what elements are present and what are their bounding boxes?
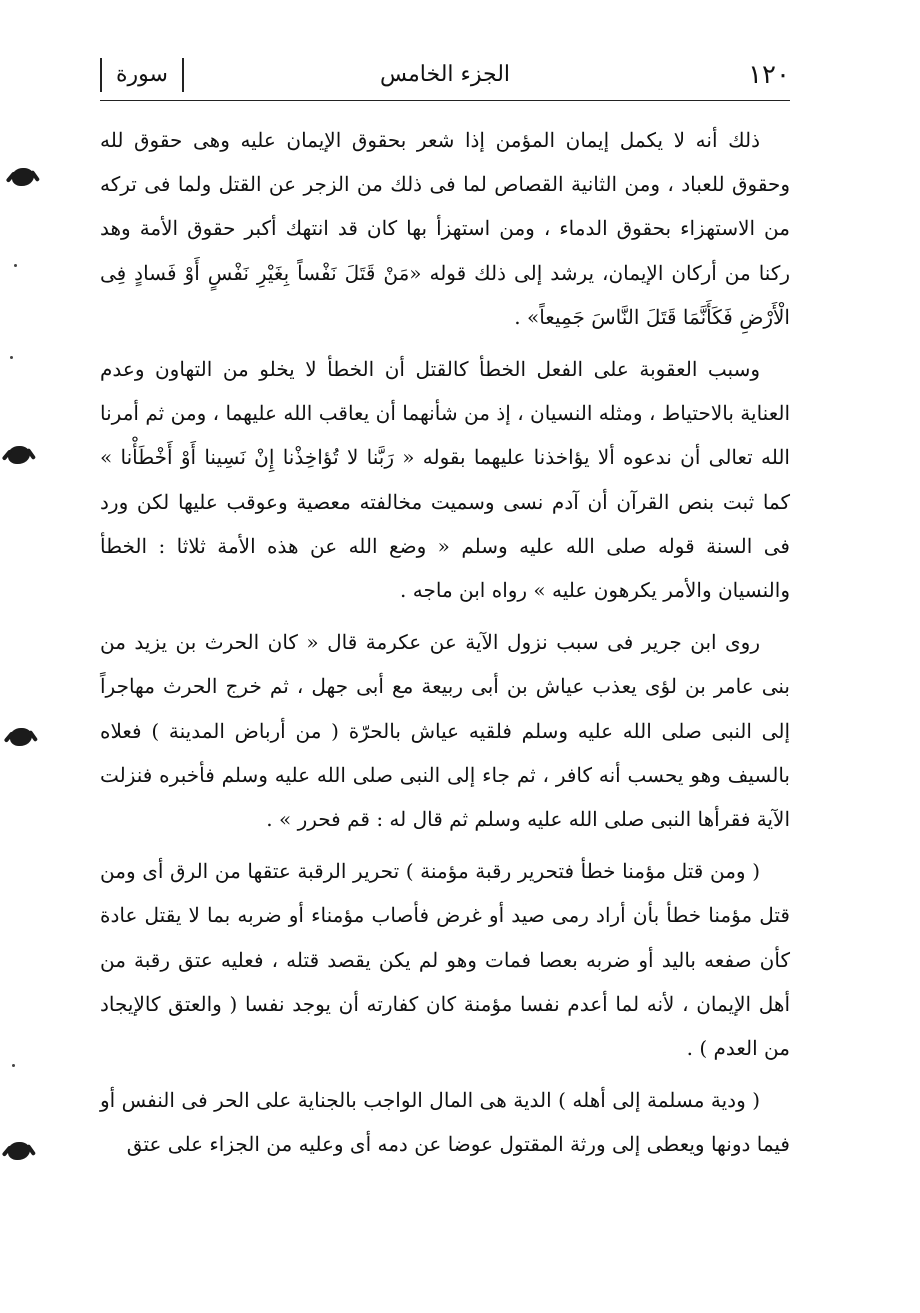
paragraph-3: روى ابن جرير فى سبب نزول الآية عن عكرمة قال « كان الحرث بن يزيد من بنى عامر بن لؤى يعذب عياش بن أبى ربيعة مع أبى جهل ، ثم خرج الحرث مهاجراً إلى النبى صلى الله عليه وسلم فلقيه عياش بالحرّة ( من أرباض المدينة ) فعلاه بالسيف وهو يحسب أنه كافر ، ثم جاء إلى النبى صلى الله عليه وسلم فأخبره فنزلت الآية فقرأها النبى صلى الله عليه وسلم ثم قال له : قم فحرر » . xyxy=(100,630,790,832)
paragraph-2: وسبب العقوبة على الفعل الخطأ كالقتل أن الخطأ لا يخلو من التهاون وعدم العناية بالاحتياط ، ومثله النسيان ، إذ من شأنهما أن يعاقب الله عليهما ، ومن ثم أمرنا الله تعالى أن ندعوه ألا يؤاخذنا عليهما بقوله « رَبَّنا لا تُؤاخِذْنا إِنْ نَسِينا أَوْ أَخْطَأْنا » كما ثبت بنص القرآن أن آدم نسى وسميت مخالفته معصية وعوقب عليها لكن ورد فى السنة قوله صلى الله عليه وسلم « وضع الله عن هذه الأمة ثلاثا : الخطأ والنسيان والأمر يكرهون عليه » رواه ابن ماجه . xyxy=(100,357,790,603)
paragraph-4: ( ومن قتل مؤمنا خطأ فتحرير رقبة مؤمنة ) تحرير الرقبة عتقها من الرق أى ومن قتل مؤمنا خطأ بأن أراد رمى صيد أو غرض فأصاب مؤمناء أو ضربه بما لا يقتل عادة كأن صفعه باليد أو ضربه بعصا فمات وهو لم يكن يقصد قتله ، فعليه عتق رقبة من أهل الإيمان ، لأنه لما أعدم نفسا مؤمنة كان كفارته أن يوجد نفسا ( والعتق كالإيجاد من العدم ) . xyxy=(100,859,790,1061)
paragraph-5: ( ودية مسلمة إلى أهله ) الدية هى المال الواجب بالجناية على الحر فى النفس أو فيما دونها ويعطى إلى ورثة المقتول عوضا عن دمه أى وعليه من الجزاء على عتق xyxy=(100,1088,790,1157)
paragraph-1: ذلك أنه لا يكمل إيمان المؤمن إذا شعر بحقوق الإيمان عليه وهى حقوق لله وحقوق للعباد ، ومن الثانية القصاص لما فى ذلك من الزجر عن القتل ولما فى تركه من الاستهزاء بحقوق الدماء ، ومن استهزأ بها كان قد انتهك أكبر حقوق الأمة وهد ركنا من أركان الإيمان، يرشد إلى ذلك قوله «مَنْ قَتَلَ نَفْساً بِغَيْرِ نَفْسٍ أَوْ فَسادٍ فِى الْأَرْضِ فَكَأَنَّمَا قَتَلَ النَّاسَ جَمِيعاً» . xyxy=(100,128,790,329)
ink-blot xyxy=(8,446,30,464)
page-number: ١٢٠ xyxy=(748,60,790,90)
ink-blot xyxy=(8,1142,30,1160)
page-header xyxy=(100,58,790,94)
ink-blot xyxy=(10,728,32,746)
ink-blot xyxy=(12,168,34,186)
ink-speck xyxy=(14,264,17,267)
body-text xyxy=(100,118,790,1175)
surah-label: سورة xyxy=(100,58,184,92)
ink-speck xyxy=(12,1064,15,1067)
ink-speck xyxy=(10,356,13,359)
running-head: الجزء الخامس xyxy=(379,62,511,87)
header-rule xyxy=(100,100,790,101)
